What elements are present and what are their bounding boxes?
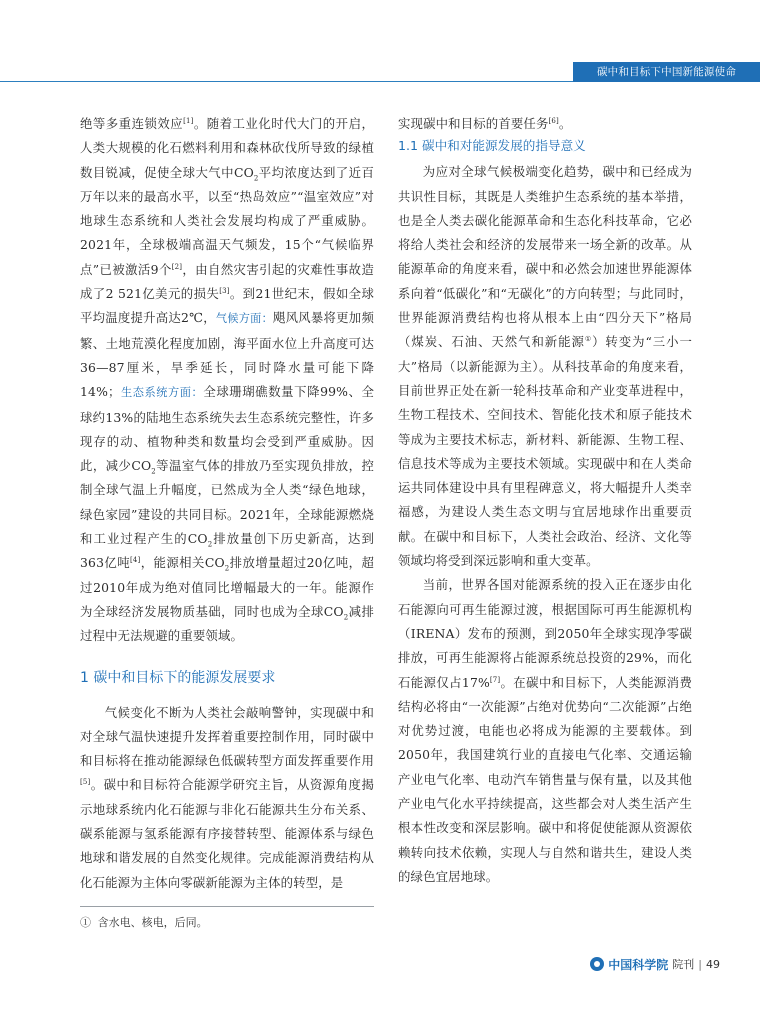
footnote-rule [80,906,374,907]
citation[interactable]: [5] [80,778,91,787]
footnote: ① 含水电、核电，后同。 [80,916,208,929]
keyword-climate: 气候方面： [215,312,274,326]
running-header: 碳中和目标下中国新能源使命 [573,62,760,82]
right-column [398,112,692,889]
brand-name: 中国科学院 [608,957,669,972]
citation[interactable]: [4] [130,556,141,565]
left-paragraph-2: 气候变化不断为人类社会敲响警钟，实现碳中和对全球气温快速提升发挥着重要控制作用，同时碳中和目标将在推动能源绿色低碳转型方面发挥重要作用[5]。碳中和目标符合能源学研究主旨，从资源角度揭示地球系统内化石能源与非化石能源共生分布关系、碳系能源与氢系能源有序接替转型、能源体系与绿色地球和谐发展的自然变化规律。完成能源消费结构从化石能源为主体向零碳新能源为主体的转型，是 [80,704,374,890]
section-heading-1: 1 碳中和目标下的能源发展要求 [80,669,276,686]
right-paragraph-1: 为应对全球气候极端变化趋势，碳中和已经成为共识性目标，其既是人类维护生态系统的基本举措，也是全人类去碳化能源革命和生态化科技革命，它必将给人类社会和经济的发展带来一场全新的改革。从能源革命的角度来看，碳中和必然会加速世界能源体系向着“低碳化”和“无碳化”的方向转型；与此同时，世界能源消费结构也将从根本上由“四分天下”格局（煤炭、石油、天然气和新能源①）转变为“三小一大”格局（以新能源为主）。从科技革命的角度来看，目前世界正处在新一轮科技革命和产业变革进程中，生物工程技术、空间技术、智能化技术和原子能技术等成为主要技术标志，新材料、新能源、生物工程、信息技术等成为主要技术领域。实现碳中和在人类命运共同体建设中具有里程碑意义，将大幅提升人类幸福感，为建设人类生态文明与宜居地球作出重要贡献。在碳中和目标下，人类社会政治、经济、文化等领域均将受到深远影响和重大变革。 [398,164,692,569]
citation[interactable]: [1] [183,116,194,125]
page-footer [590,955,720,973]
citation[interactable]: [2] [171,262,183,271]
keyword-ecosystem: 生态系统方面： [120,386,204,400]
citation[interactable]: [7] [489,675,501,684]
left-column [80,112,374,895]
page-number: 49 [706,957,720,971]
section-heading-1-1: 1.1 碳中和对能源发展的指导意义 [398,138,586,154]
right-paragraph-0: 实现碳中和目标的首要任务[6]。 [398,116,572,131]
citation[interactable]: [6] [548,116,559,125]
left-paragraph-1: 绝等多重连锁效应[1]。随着工业化时代大门的开启，人类大规模的化石燃料利用和森林砍伐所导致的绿植数目锐减，促使全球大气中$CO_2$平均浓度达到了近百万年以来的最高水平，以至“热岛效应”“温室效应”对地球生态系统和人类社会发展均构成了严重威胁。2021年，全球极端高温天气频发，15个“气候临界点”已被激活9个[2]，由自然灾害引起的灾难性事故造成了2 521亿美元的损失[3]。到21世纪末，假如全球平均温度提升高达2℃，气候方面：飓风风暴将更加频繁、土地荒漠化程度加剧，海平面水位上升高度可达36—87厘米，旱季延长，同时降水量可能下降14%；生态系统方面：全球珊瑚礁数量下降99%、全球约13%的陆地生态系统失去生态系统完整性，许多现存的动、植物种类和数量均会受到严重威胁。因此，减少$CO_2$等温室气体的排放乃至实现负排放，控制全球气温上升幅度，已然成为全人类“绿色地球，绿色家园”建设的共同目标。2021年，全球能源燃烧和工业过程产生的$CO_2$排放量创下历史新高，达到363亿吨[4]，能源相关$CO_2$排放增量超过20亿吨，超过2010年成为绝对值同比增幅最大的一年。能源作为全球经济发展物质基础，同时也成为全球$CO_2$减排过程中无法规避的重要领域。 [80,116,375,644]
citation[interactable]: [3] [219,286,230,295]
cas-logo-icon [590,957,604,971]
journal-label: 院刊 [672,958,695,971]
footer-separator: | [698,957,702,971]
right-paragraph-2: 当前，世界各国对能源系统的投入正在逐步由化石能源向可再生能源过渡，根据国际可再生能源机构（IRENA）发布的预测，到2050年全球实现净零碳排放，可再生能源将占能源系统总投资的29%，而化石能源仅占17%[7]。在碳中和目标下，人类能源消费结构必将由“一次能源”占绝对优势向“二次能源”占绝对优势过渡，电能也必将成为能源的主要载体。到2050年，我国建筑行业的直接电气化率、交通运输产业电气化率、电动汽车销售量与保有量，以及其他产业电气化水平持续提高，这些都会对人类生活产生根本性改变和深层影响。碳中和将促使能源从资源依赖转向技术依赖，实现人与自然和谐共生，建设人类的绿色宜居地球。 [398,577,692,884]
footnote-marker[interactable]: ① [584,335,593,344]
